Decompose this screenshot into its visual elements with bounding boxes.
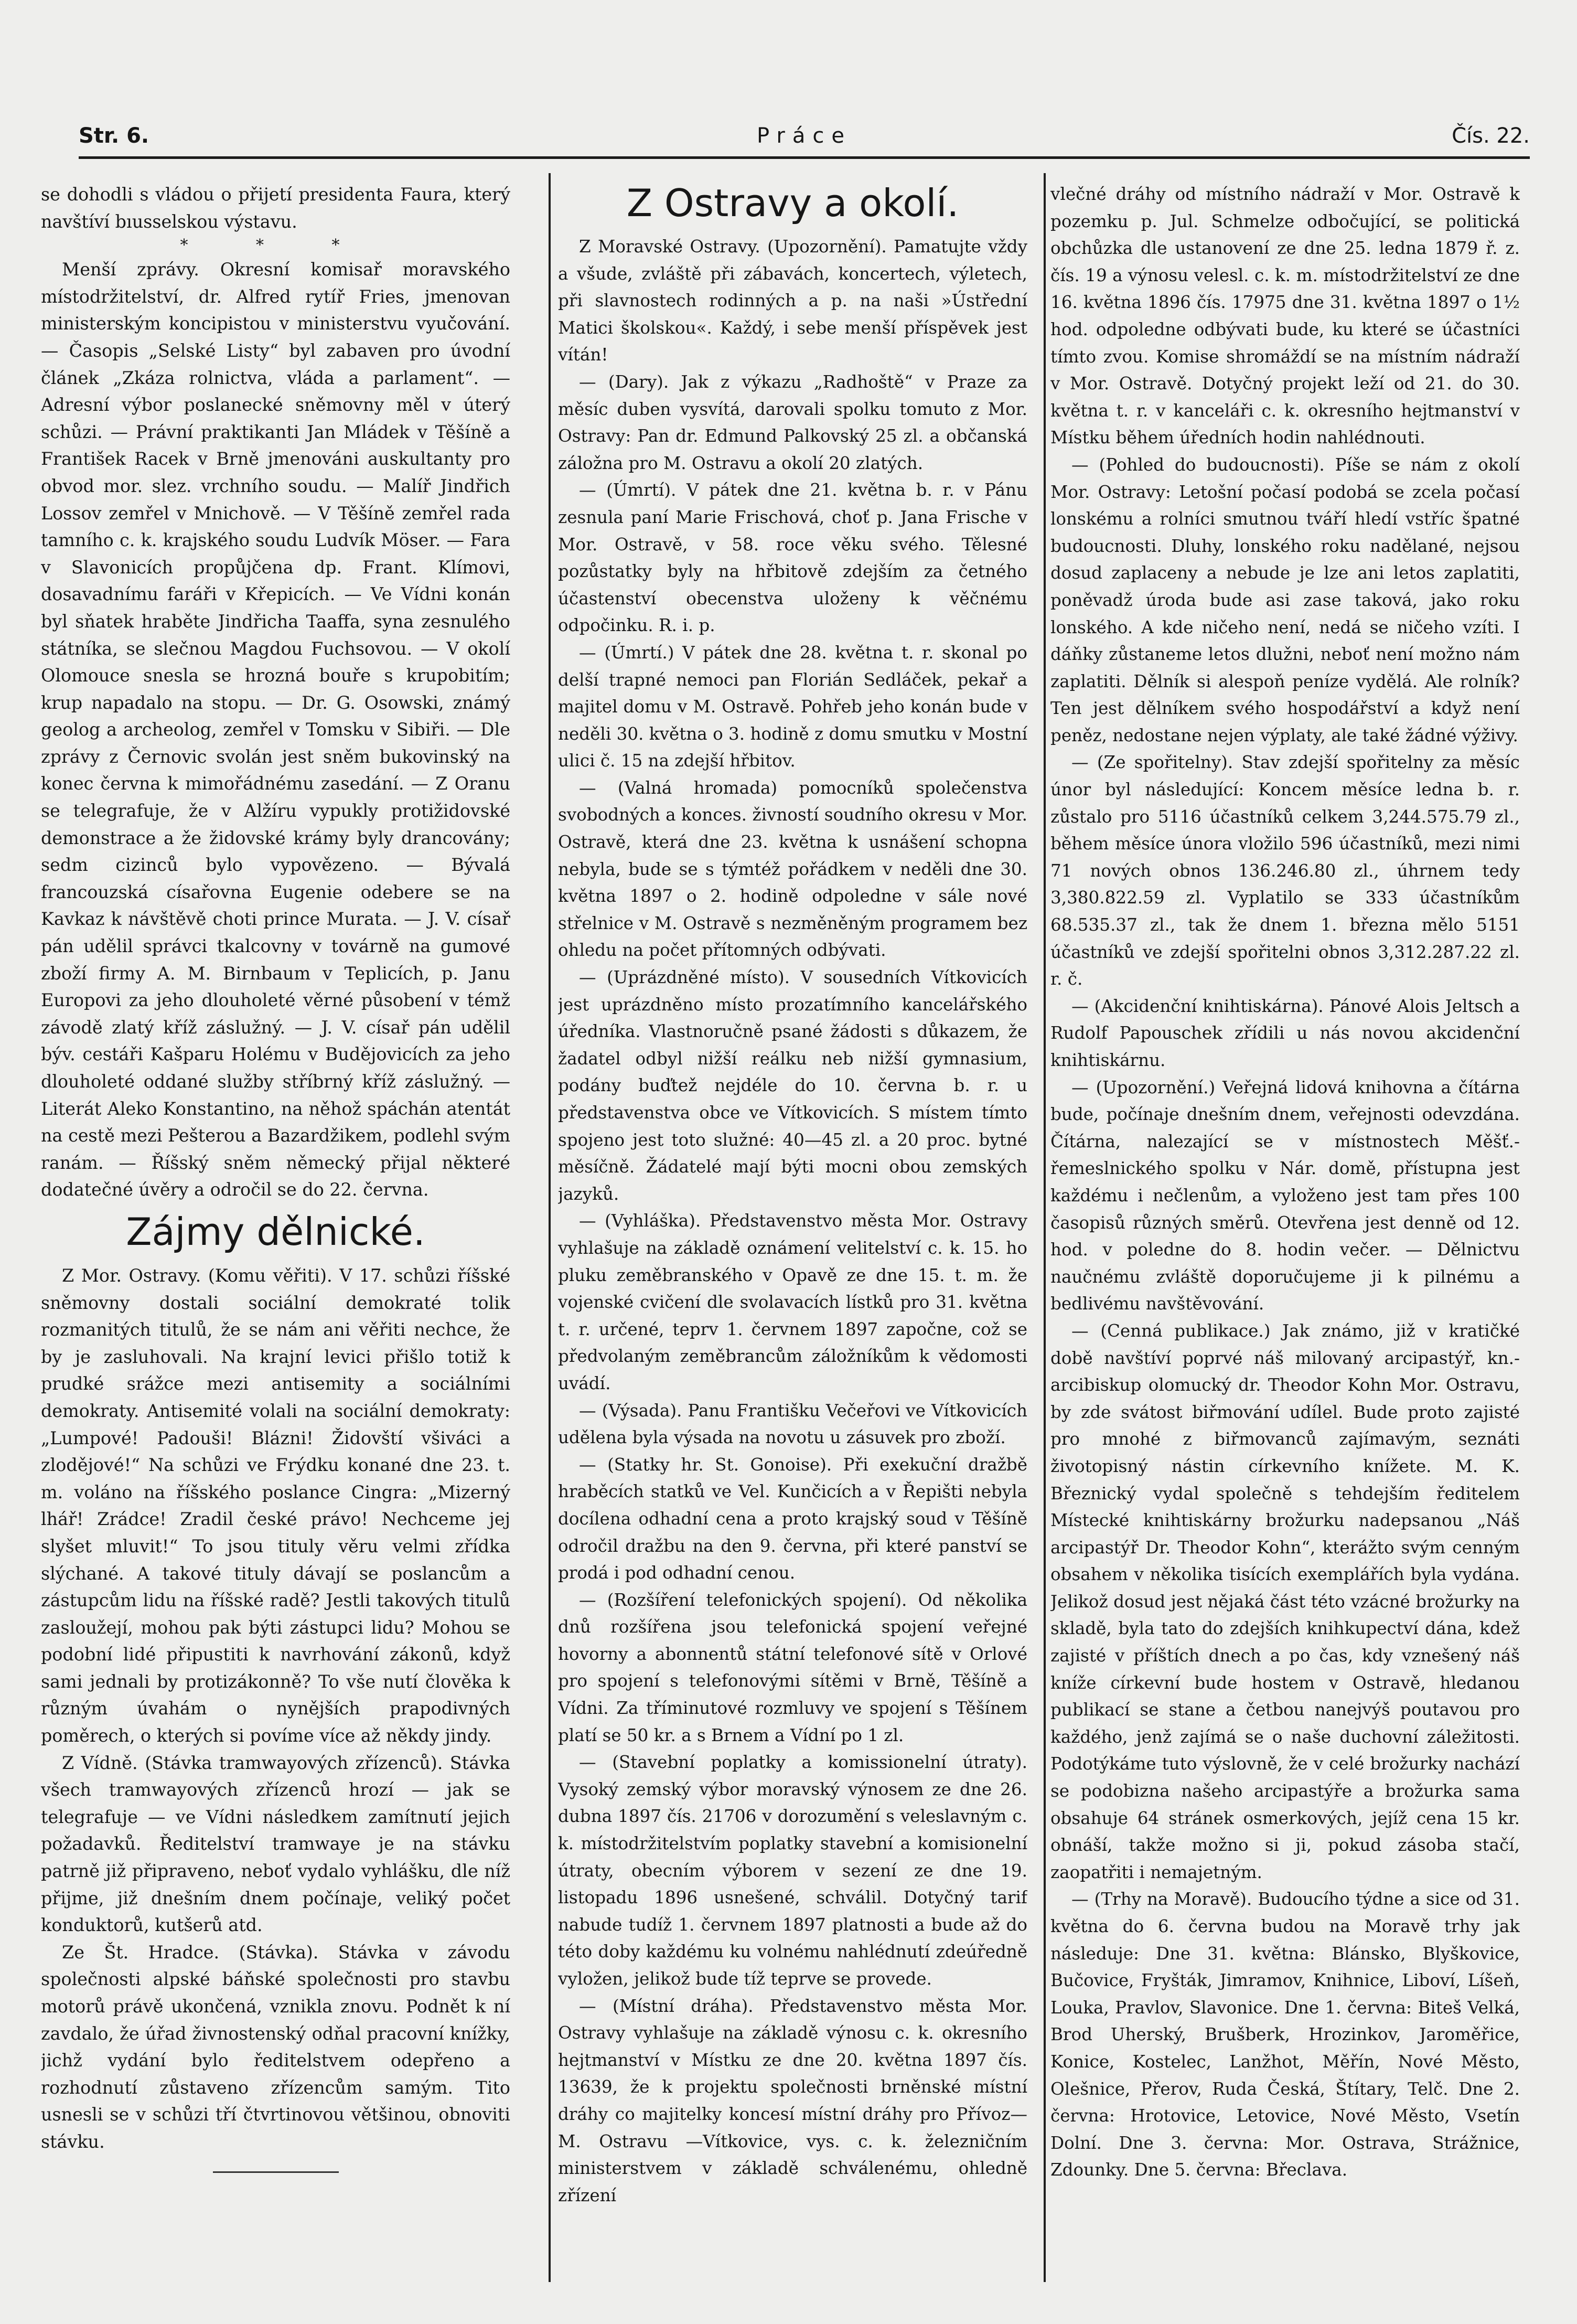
article-paragraph: — (Výsada). Panu Františku Večeřovi ve Vítkovicích udělena byla výsada na novotu u zásuvek pro zboží.	[558, 1400, 1027, 1448]
article-paragraph: — (Uprázdněné místo). V sousedních Vítkovicích jest uprázdněno místo prozatímního kancelářského úředníka. Vlastnoručně psané žádosti s důkazem, že žadatel odbyl nižší reálku neb nižší gymnasium, podány buďtež nejdéle do 10. června b. r. u představenstva obce ve Vítkovicích. S místem tímto spojeno jest toto služné: 40—45 zl. a 20 proc. bytné měsíčně. Žádatelé mají býti mocni obou zemských jazyků.	[558, 967, 1027, 1204]
issue-number: Čís. 22.	[1452, 124, 1530, 148]
article-paragraph: — (Akcidenční knihtiskárna). Pánové Alois Jeltsch a Rudolf Papouschek zřídili u nás novou akcidenční knihtiskárnu.	[1050, 996, 1520, 1070]
column-3	[1050, 181, 1520, 2274]
article-paragraph: — (Stavební poplatky a komissionelní útraty). Vysoký zemský výbor moravský výnosem ze dne 26. dubna 1897 čís. 21706 v dorozumění s veleslavným c. k. místodržitelstvím poplatky stavební a komisionelní útraty, obecním výborem v sezení ze dne 19. listopadu 1896 usnešené, schválil. Dotyčný tarif nabude tudíž 1. červnem 1897 platnosti a bude až do této doby každému ku volnému nahlédnutí zdeúředně vyložen, jelikož bude tíž teprve se provede.	[558, 1752, 1027, 1989]
article-paragraph: se dohodli s vládou o přijetí presidenta Faura, který navštíví bıusselskou výstavu.	[41, 184, 510, 232]
end-rule	[213, 2171, 339, 2173]
article-paragraph: — (Upozornění.) Veřejná lidová knihovna a čítárna bude, počínaje dnešním dnem, veřejnosti odevzdána. Čítárna, nalezající se v místnostech Měšť.-řemeslnického spolku v Nár. domě, přístupna jest každému i nečlenům, a vyloženo jest tam přes 100 časopisů různých směrů. Otevřena jest denně od 12. hod. v poledne do 8. hodin večer. — Dělnictvu naučnému zvláště doporučujeme ji k pilnému a bedlivému navštěvování.	[1050, 1077, 1520, 1314]
section-heading: Z Ostravy a okolí.	[626, 181, 959, 225]
header-rule	[79, 156, 1530, 159]
article-paragraph: — (Pohled do budoucnosti). Píše se nám z okolí Mor. Ostravy: Letošní počasí podobá se zcela počasí lonskému a rolníci smutnou tváří hledí vstříc špatné budoucnosti. Dluhy, lonského roku nadělané, nejsou dosud zaplaceny a nebude je lze ani letos zaplatiti, poněvadž úroda bude asi zase taková, jako roku lonského. A kde ničeho není, nedá se ničeho vzíti. I dáňky zůstaneme letos dlužni, neboť není možno nám zaplatiti. Dělník si alespoň peníze vydělá. Ale rolník? Ten jest dělníkem svého hospodářství a když není peněz, nedostane nejen výplaty, ale také žádné výživy.	[1050, 454, 1520, 745]
article-paragraph: Z Vídně. (Stávka tramwayových zřízenců). Stávka všech tramwayových zřízenců hrozí — jak se telegrafuje — ve Vídni následkem zamítnutí jejich požadavků. Ředitelství tramwaye je na stávku patrně již připraveno, neboť vydalo vyhlášku, dle níž přijme, již dnešním dnem počínaje, veliký počet konduktorů, kutšerů atd.	[41, 1752, 510, 1936]
article-paragraph: — (Úmrtí.) V pátek dne 28. května t. r. skonal po delší trapné nemoci pan Florián Sedláček, pekař a majitel domu v M. Ostravě. Pohřeb jeho konán bude v neděli 30. května o 3. hodině z domu smutku v Mostní ulici č. 15 na zdejší hřbitov.	[558, 642, 1027, 771]
article-paragraph: Z Mor. Ostravy. (Komu věřiti). V 17. schůzi říšské sněmovny dostali sociální demokraté tolik rozmanitých titulů, že se nám ani věřiti nechce, že by je zasluhovali. Na krajní levici přišlo totiž k prudké srážce mezi antisemity a sociálními demokraty. Antisemité volali na sociální demokraty: „Lumpové! Padouši! Blázni! Židovští všiváci a zlodějové!“ Na schůzi ve Frýdku konané dne 23. t. m. voláno na říšského poslance Cingra: „Mizerný lhář! Zrádce! Zradil české právo! Nechceme jej slyšet mluvit!“ To jsou tituly věru velmi zřídka slýchané. A takové tituly dávají se poslancům a zástupcům lidu na říšské radě? Jestli takových titulů zasloužejí, mohou pak býti zástupci lidu? Mohou se podobní lidé připustiti k navrhování zákonů, když sami jednali by protizákonně? To vše nutí člověka k různým úvahám o nynějších prapodivných poměrech, o kterých si povíme více až někdy jindy.	[41, 1265, 510, 1746]
article-paragraph: — (Místní dráha). Představenstvo města Mor. Ostravy vyhlašuje na základě výnosu c. k. okresního hejtmanství v Místku ze dne 20. května 1897 čís. 13639, že k projektu společnosti brněnské místní dráhy co majitelky koncesí místní dráhy pro Přívoz—M. Ostravu —Vítkovice, vys. c. k. železničním ministerstvem v základě schválenému, ohledně zřízení	[558, 1996, 1027, 2205]
column-divider	[1044, 173, 1046, 2282]
article-paragraph: — (Vyhláška). Představenstvo města Mor. Ostravy vyhlašuje na základě oznámení velitelství c. k. 15. ho pluku zeměbranského v Opavě ze dne 15. t. m. že vojenské cvičení dle svolavacích lístků pro 31. května t. r. určené, teprv 1. červnem 1897 započne, což se předvolaným zeměbrancům záložníkům k vědomosti uvádí.	[558, 1211, 1027, 1393]
column-divider	[549, 173, 551, 2282]
article-paragraph: — (Dary). Jak z výkazu „Radhoště“ v Praze za měsíc duben vysvítá, darovali spolku tomuto z Mor. Ostravy: Pan dr. Edmund Palkovský 25 zl. a občanská záložna pro M. Ostravu a okolí 20 zlatých.	[558, 371, 1027, 473]
column-1	[41, 181, 510, 2274]
section-heading: Zájmy dělnické.	[126, 1209, 425, 1254]
article-paragraph: — (Rozšíření telefonických spojení). Od několika dnů rozšířena jsou telefonická spojení veřejné hovorny a abonnentů státní telefonové sítě v Orlové pro spojení s telefonovými sítěmi v Brně, Těšíně a Vídni. Za tříminutové rozmluvy ve spojení s Těšínem platí se 50 kr. a s Brnem a Vídní po 1 zl.	[558, 1590, 1027, 1745]
article-paragraph: vlečné dráhy od místního nádraží v Mor. Ostravě k pozemku p. Jul. Schmelze odbočující, se politická obchůzka dle ustanovení ze dne 25. ledna 1879 ř. z. čís. 19 a výnosu velesl. c. k. m. místodržitelství ze dne 16. května 1896 čís. 17975 dne 31. května 1897 o 1½ hod. odpoledne odbývati bude, ku které se účastníci tímto zvou. Komise shromáždí se na místním nádraží v Mor. Ostravě. Dotyčný projekt leží od 21. do 30. května t. r. v kanceláři c. k. okresního hejtmanství v Místku během úředních hodin nahlédnouti.	[1050, 184, 1520, 448]
newspaper-title: Práce	[757, 124, 852, 148]
article-paragraph: — (Trhy na Moravě). Budoucího týdne a sice od 31. května do 6. června budou na Moravě trhy jak následuje: Dne 31. května: Blánsko, Blyškovice, Bučovice, Fryšták, Jimramov, Knihnice, Liboví, Líšeň, Louka, Pravlov, Slavonice. Dne 1. června: Biteš Velká, Brod Uherský, Brušberk, Hrozinkov, Jaroměřice, Konice, Kostelec, Lanžhot, Měřín, Nové Město, Olešnice, Přerov, Ruda Česká, Štítary, Telč. Dne 2. června: Hrotovice, Letovice, Nové Město, Vsetín Dolní. Dne 3. června: Mor. Ostrava, Strážnice, Zdounky. Dne 5. června: Břeclava.	[1050, 1889, 1520, 2180]
section-separator: * * *	[180, 236, 371, 255]
article-paragraph: Z Moravské Ostravy. (Upozornění). Pamatujte vždy a všude, zvláště při zábavách, koncertech, výletech, při slavnostech rodinných a p. na naši »Ústřední Matici školskou«. Každý, i sebe menší příspěvek jest vítán!	[558, 237, 1027, 365]
article-paragraph: Menší zprávy. Okresní komisař moravského místodržitelství, dr. Alfred rytíř Fries, jmenovan ministerským koncipistou v ministerstvu vyučování. — Časopis „Selské Listy“ byl zabaven pro úvodní článek „Zkáza rolnictva, vláda a parlament“. — Adresní výbor poslanecké sněmovny měl v úterý schůzi. — Právní praktikanti Jan Mládek v Těšíně a František Racek v Brně jmenováni auskultanty pro obvod mor. slez. vrchního soudu. — Malíř Jindřich Lossov zemřel v Mnichově. — V Těšíně zemřel rada tamního c. k. krajského soudu Ludvík Möser. — Fara v Slavonicích propůjčena dp. Frant. Klímovi, dosavadnímu faráři v Křepicích. — Ve Vídni konán byl sňatek hraběte Jindřicha Taaffa, syna zesnulého státníka, se slečnou Magdou Fuchsovou. — V okolí Olomouce snesla se hrozná bouře s krupobitím; krup napadalo na stopu. — Dr. G. Osowski, známý geolog a archeolog, zemřel v Tomsku v Sibiři. — Dle zprávy z Černovic svolán jest sněm bukovinský na konec června k mimořádnému zasedání. — Z Oranu se telegrafuje, že v Alžíru vypukly protižidovské demonstrace a že židovské krámy byly drancovány; sedm cizinců bylo vypovězeno. — Bývalá francouzská císařovna Eugenie odebere se na Kavkaz k návštěvě choti prince Murata. — J. V. císař pán udělil správci tkalcovny v továrně na gumové zboží firmy A. M. Birnbaum v Teplicích, p. Janu Europovi za jeho dlouholeté věrné působení v témž závodě zlatý kříž záslužný. — J. V. císař pán udělil býv. cestáři Kašparu Holému v Budějovicích za jeho dlouholeté oddané služby stříbrný kříž záslužný. — Literát Aleko Konstantino, na něhož spáchán atentát na cestě mezi Pešterou a Bazardžikem, podlehl svým ranám. — Říšský sněm německý přijal některé dodatečné úvěry a odročil se do 22. června.	[41, 259, 510, 1200]
column-2	[558, 181, 1027, 2274]
article-paragraph: — (Ze spořitelny). Stav zdejší spořitelny za měsíc únor byl následující: Koncem měsíce ledna b. r. zůstalo pro 5116 účastníků celkem 3,244.575.79 zl., během měsíce února vložilo 596 účastníků, mezi nimi 71 nových obnos 136.246.80 zl., úhrnem tedy 3,380.822.59 zl. Vyplatilo se 333 účastníkům 68.535.37 zl., tak že dnem 1. března mělo 5151 účastníků ve zdejší spořitelni obnos 3,312.287.22 zl. r. č.	[1050, 752, 1520, 989]
article-paragraph: — (Úmrtí). V pátek dne 21. května b. r. v Pánu zesnula paní Marie Frischová, choť p. Jana Frische v Mor. Ostravě, v 58. roce věku svého. Tělesné pozůstatky byly na hřbitově zdejším za četného účastenství obecenstva uloženy k věčnému odpočinku. R. i. p.	[558, 480, 1027, 636]
page-number: Str. 6.	[79, 124, 149, 148]
article-paragraph: — (Valná hromada) pomocníků společenstva svobodných a konces. živností soudního okresu v Mor. Ostravě, která dne 23. května k usnášení schopna nebyla, bude se s týmtéž pořádkem v neděli dne 30. května 1897 o 2. hodině odpoledne v sále nové střelnice v M. Ostravě s nezměněným programem bez ohledu na počet přítomných odbývati.	[558, 777, 1027, 961]
page-header	[79, 124, 1530, 155]
article-paragraph: — (Statky hr. St. Gonoise). Při exekuční dražbě hraběcích statků ve Vel. Kunčicích a v Řepišti nebyla docílena odhadní cena a proto krajský soud v Těšíně odročil dražbu na den 9. června, při které panství se prodá i pod odhadní cenou.	[558, 1454, 1027, 1583]
article-paragraph: — (Cenná publikace.) Jak známo, již v kratičké době navštíví poprvé náš milovaný arcipastýř, kn.-arcibiskup olomucký dr. Theodor Kohn Mor. Ostravu, by zde svátost biřmování udílel. Bude proto zajisté pro mnohé z biřmovanců zajímavým, seznáti životopisný nástin církevního knížete. M. K. Březnický vydal společně s tehdejším ředitelem Místecké knihtiskárny brožurku nadepsanou „Náš arcipastýř Dr. Theodor Kohn“, kterážto svým cenným obsahem v několika tisících exemplářích byla vydána. Jelikož dosud jest nějaká část této vzácné brožurky na skladě, byla tato do zdejších knihkupectví dána, kdež zajisté v příštích dnech a po čas, kdy vznešený náš kníže církevní bude hostem v Ostravě, hledanou publikací se stane a četbou nanejvýš poutavou pro každého, jenž zajímá se o naše duchovní záležitosti. Podotýkáme tuto výslovně, že v celé brožurky nachází se podobizna našeho arcipastýře a brožurka sama obsahuje 64 stránek osmerkových, jejíž cena 15 kr. obnáší, takže možno si ji, pokud zásoba stačí, zaopatřiti i nemajetným.	[1050, 1320, 1520, 1882]
article-paragraph: Ze Št. Hradce. (Stávka). Stávka v závodu společnosti alpské báňské společnosti pro stavbu motorů právě ukončená, vznikla znovu. Podnět k ní zavdalo, že úřad živnostenský odňal pracovní knížky, jichž vydání bylo ředitelstvem odepřeno a rozhodnutí zůstaveno zřízencům samým. Tito usnesli se v schůzi tří čtvrtinovou většinou, obnoviti stávku.	[41, 1942, 510, 2152]
